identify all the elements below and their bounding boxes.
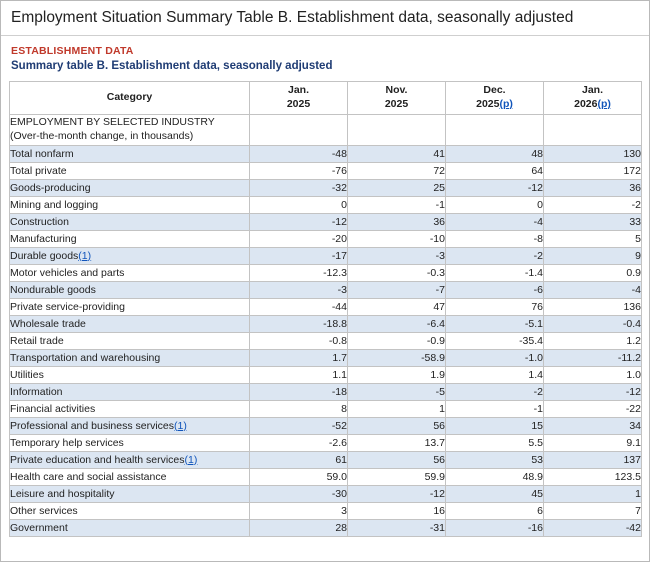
row-value: -12.3 xyxy=(250,264,348,281)
table-row xyxy=(10,213,642,230)
row-label-text: Government xyxy=(10,521,68,534)
row-value: -5 xyxy=(348,383,446,400)
row-value: 15 xyxy=(446,417,544,434)
row-value: 123.5 xyxy=(544,468,642,485)
row-value: 3 xyxy=(250,502,348,519)
row-label-text: Private service-providing xyxy=(10,300,125,313)
row-value: 1 xyxy=(544,485,642,502)
row-label-text: Total private xyxy=(10,164,67,177)
row-value: 28 xyxy=(250,519,348,536)
row-value: 9.1 xyxy=(544,434,642,451)
row-value: -12 xyxy=(446,179,544,196)
row-value: -6 xyxy=(446,281,544,298)
row-value: 5.5 xyxy=(446,434,544,451)
row-value: 13.7 xyxy=(348,434,446,451)
table-row xyxy=(10,349,642,366)
row-value: -10 xyxy=(348,230,446,247)
row-value: -5.1 xyxy=(446,315,544,332)
table-row xyxy=(10,264,642,281)
row-value: -18 xyxy=(250,383,348,400)
row-label-text: Private education and health services xyxy=(10,453,185,466)
row-label xyxy=(10,502,250,519)
preliminary-marker-dec[interactable]: (p) xyxy=(499,97,513,110)
table-body xyxy=(10,114,642,536)
row-label-text: Health care and social assistance xyxy=(10,470,167,483)
row-value: -30 xyxy=(250,485,348,502)
row-value: -18.8 xyxy=(250,315,348,332)
table-row xyxy=(10,468,642,485)
row-value: -0.3 xyxy=(348,264,446,281)
row-label-text: Leisure and hospitality xyxy=(10,487,115,500)
section-title-line1: EMPLOYMENT BY SELECTED INDUSTRY xyxy=(10,115,215,128)
row-label xyxy=(10,400,250,417)
table-row xyxy=(10,179,642,196)
row-label xyxy=(10,247,250,264)
row-label xyxy=(10,298,250,315)
row-value: 76 xyxy=(446,298,544,315)
column-header-category xyxy=(10,81,250,114)
footnote-link[interactable]: (1) xyxy=(174,419,187,432)
row-value: 64 xyxy=(446,162,544,179)
table-row xyxy=(10,485,642,502)
section-empty-cell xyxy=(446,114,544,145)
column-header-dec-2025-line1: Dec. xyxy=(483,84,506,97)
column-header-nov-2025 xyxy=(348,81,446,114)
row-value: 41 xyxy=(348,145,446,162)
row-label xyxy=(10,485,250,502)
preliminary-marker-jan[interactable]: (p) xyxy=(597,97,611,110)
row-value: -8 xyxy=(446,230,544,247)
row-label xyxy=(10,213,250,230)
row-value: -0.8 xyxy=(250,332,348,349)
row-label xyxy=(10,264,250,281)
row-label-text: Other services xyxy=(10,504,78,517)
row-value: -4 xyxy=(544,281,642,298)
column-header-jan-2025-line2: 2025 xyxy=(286,97,311,110)
column-header-jan-2026-line2: 2026 xyxy=(574,97,598,110)
row-value: -48 xyxy=(250,145,348,162)
row-value: 45 xyxy=(446,485,544,502)
table-row xyxy=(10,315,642,332)
row-value: 16 xyxy=(348,502,446,519)
row-value: 48 xyxy=(446,145,544,162)
row-label xyxy=(10,434,250,451)
table-row xyxy=(10,162,642,179)
row-label-text: Utilities xyxy=(10,368,44,381)
column-header-category-label: Category xyxy=(106,91,153,104)
section-title-line2: (Over-the-month change, in thousands) xyxy=(10,129,194,142)
row-value: 8 xyxy=(250,400,348,417)
row-value: -2 xyxy=(544,196,642,213)
row-value: -1.4 xyxy=(446,264,544,281)
row-label-text: Goods-producing xyxy=(10,181,91,194)
row-value: -3 xyxy=(348,247,446,264)
row-value: 5 xyxy=(544,230,642,247)
establishment-data-table xyxy=(9,81,642,537)
summary-table-label: Summary table B. Establishment data, seasonally adjusted xyxy=(11,59,333,72)
row-value: 136 xyxy=(544,298,642,315)
row-value: -42 xyxy=(544,519,642,536)
row-value: 36 xyxy=(544,179,642,196)
row-value: -12 xyxy=(544,383,642,400)
row-value: -1 xyxy=(446,400,544,417)
row-value: 1.4 xyxy=(446,366,544,383)
row-value: 25 xyxy=(348,179,446,196)
row-value: -52 xyxy=(250,417,348,434)
row-label xyxy=(10,349,250,366)
table-row xyxy=(10,434,642,451)
row-label-text: Wholesale trade xyxy=(10,317,86,330)
row-value: -76 xyxy=(250,162,348,179)
row-label xyxy=(10,145,250,162)
row-label xyxy=(10,196,250,213)
page-title: Employment Situation Summary Table B. Establishment data, seasonally adjusted xyxy=(11,9,574,26)
row-label xyxy=(10,383,250,400)
row-value: -6.4 xyxy=(348,315,446,332)
row-value: 0 xyxy=(250,196,348,213)
row-value: -0.4 xyxy=(544,315,642,332)
row-value: 0.9 xyxy=(544,264,642,281)
row-value: -44 xyxy=(250,298,348,315)
row-value: -12 xyxy=(348,485,446,502)
row-value: 130 xyxy=(544,145,642,162)
row-label xyxy=(10,162,250,179)
table-row xyxy=(10,366,642,383)
row-label-text: Manufacturing xyxy=(10,232,77,245)
row-value: 59.0 xyxy=(250,468,348,485)
section-empty-cell xyxy=(348,114,446,145)
row-value: -12 xyxy=(250,213,348,230)
row-label xyxy=(10,332,250,349)
row-label xyxy=(10,179,250,196)
footnote-link[interactable]: (1) xyxy=(78,249,92,262)
column-header-jan-2026 xyxy=(544,81,642,114)
table-row xyxy=(10,332,642,349)
table-row xyxy=(10,145,642,162)
row-value: 53 xyxy=(446,451,544,468)
row-value: 59.9 xyxy=(348,468,446,485)
row-label-text: Financial activities xyxy=(10,402,96,415)
table-row xyxy=(10,417,642,434)
row-label-text: Nondurable goods xyxy=(10,283,96,296)
row-value: -32 xyxy=(250,179,348,196)
row-label xyxy=(10,315,250,332)
column-header-nov-2025-line1: Nov. xyxy=(385,84,408,97)
row-label xyxy=(10,366,250,383)
row-value: 48.9 xyxy=(446,468,544,485)
row-value: -1.0 xyxy=(446,349,544,366)
row-label-text: Motor vehicles and parts xyxy=(10,266,125,279)
row-value: -4 xyxy=(446,213,544,230)
row-value: 56 xyxy=(348,451,446,468)
table-section-header-row xyxy=(10,114,642,145)
row-value: 61 xyxy=(250,451,348,468)
row-value: 36 xyxy=(348,213,446,230)
row-label xyxy=(10,281,250,298)
row-value: 172 xyxy=(544,162,642,179)
row-value: -58.9 xyxy=(348,349,446,366)
row-label xyxy=(10,519,250,536)
table-row xyxy=(10,519,642,536)
column-header-jan-2025-line1: Jan. xyxy=(287,84,309,97)
row-label-text: Professional and business services xyxy=(10,419,175,432)
table-row xyxy=(10,383,642,400)
table-header-row xyxy=(10,81,642,114)
row-value: 33 xyxy=(544,213,642,230)
row-value: 1 xyxy=(348,400,446,417)
table-row xyxy=(10,247,642,264)
row-label-text: Temporary help services xyxy=(10,436,124,449)
section-header-cell xyxy=(10,114,250,145)
footnote-link[interactable]: (1) xyxy=(184,453,198,466)
row-value: 9 xyxy=(544,247,642,264)
row-label xyxy=(10,230,250,247)
row-value: 1.7 xyxy=(250,349,348,366)
row-value: 1.9 xyxy=(348,366,446,383)
row-value: 1.1 xyxy=(250,366,348,383)
row-label-text: Retail trade xyxy=(10,334,64,347)
row-value: -1 xyxy=(348,196,446,213)
row-label-text: Information xyxy=(10,385,63,398)
row-value: 137 xyxy=(544,451,642,468)
row-label-text: Durable goods xyxy=(10,249,79,262)
row-label-text: Mining and logging xyxy=(10,198,99,211)
column-header-dec-2025 xyxy=(446,81,544,114)
row-value: -17 xyxy=(250,247,348,264)
section-empty-cell xyxy=(250,114,348,145)
table-row xyxy=(10,298,642,315)
row-label-text: Total nonfarm xyxy=(10,147,74,160)
row-value: 72 xyxy=(348,162,446,179)
row-value: 34 xyxy=(544,417,642,434)
row-value: 1.2 xyxy=(544,332,642,349)
row-label xyxy=(10,451,250,468)
row-value: 0 xyxy=(446,196,544,213)
row-value: -3 xyxy=(250,281,348,298)
column-header-dec-2025-line2: 2025 xyxy=(476,97,500,110)
row-value: 56 xyxy=(348,417,446,434)
row-value: -11.2 xyxy=(544,349,642,366)
row-value: -31 xyxy=(348,519,446,536)
row-value: -22 xyxy=(544,400,642,417)
table-row xyxy=(10,196,642,213)
row-label-text: Transportation and warehousing xyxy=(10,351,161,364)
row-value: 7 xyxy=(544,502,642,519)
row-value: -35.4 xyxy=(446,332,544,349)
row-label xyxy=(10,417,250,434)
row-value: -2 xyxy=(446,383,544,400)
row-label-text: Construction xyxy=(10,215,69,228)
table-row xyxy=(10,400,642,417)
establishment-data-label: ESTABLISHMENT DATA xyxy=(11,44,134,57)
row-value: -7 xyxy=(348,281,446,298)
row-label xyxy=(10,468,250,485)
table-row xyxy=(10,281,642,298)
column-header-jan-2026-line1: Jan. xyxy=(581,84,603,97)
table-row xyxy=(10,502,642,519)
section-empty-cell xyxy=(544,114,642,145)
row-value: 6 xyxy=(446,502,544,519)
row-value: -0.9 xyxy=(348,332,446,349)
row-value: -20 xyxy=(250,230,348,247)
row-value: 47 xyxy=(348,298,446,315)
table-header xyxy=(10,81,642,114)
table-row xyxy=(10,230,642,247)
column-header-nov-2025-line2: 2025 xyxy=(384,97,409,110)
row-value: -2 xyxy=(446,247,544,264)
row-value: -2.6 xyxy=(250,434,348,451)
subheader-block xyxy=(1,36,649,78)
row-value: -16 xyxy=(446,519,544,536)
row-value: 1.0 xyxy=(544,366,642,383)
table-row xyxy=(10,451,642,468)
column-header-jan-2025 xyxy=(250,81,348,114)
